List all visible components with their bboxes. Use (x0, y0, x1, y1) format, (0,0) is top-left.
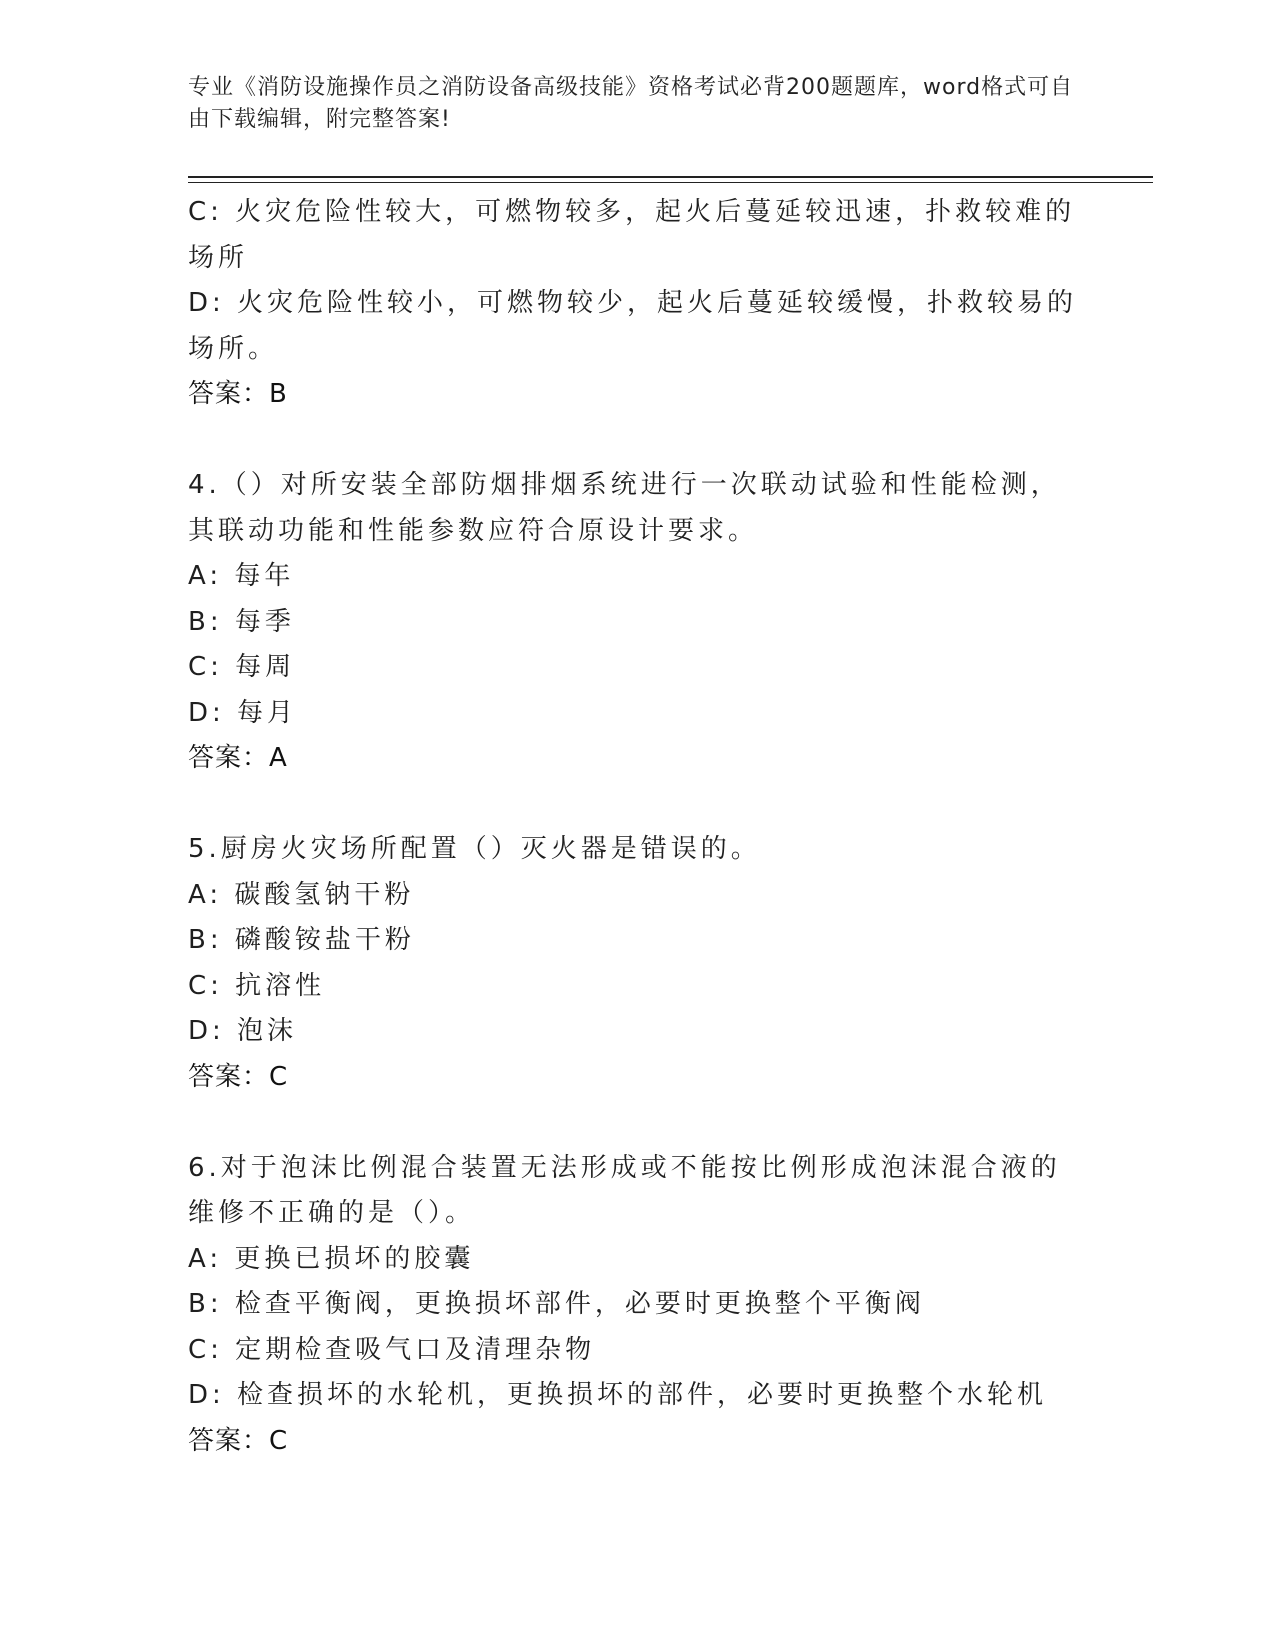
answer-line: 答案：C (188, 1061, 289, 1092)
answer-line: 答案：A (188, 743, 288, 773)
option-d: D: 泡沫 (188, 1016, 298, 1046)
question-5 (188, 827, 1088, 1100)
document-header: 专业《消防设施操作员之消防设备高级技能》资格考试必背200题题库，word格式可自由下载编辑，附完整答案! (188, 75, 1074, 132)
option-d: D: 检查损坏的水轮机，更换损坏的部件，必要时更换整个水轮机 (188, 1380, 1048, 1410)
spacer (188, 418, 1088, 464)
header-divider-thick (188, 176, 1153, 178)
option-a: A: 更换已损坏的胶囊 (188, 1243, 475, 1274)
question-6 (188, 1146, 1088, 1465)
question-content (188, 190, 1088, 1464)
question-stem: 5.厨房火灾场所配置（）灭火器是错误的。 (188, 834, 761, 864)
option-c: C: 抗溶性 (188, 970, 326, 1001)
option-c: C: 火灾危险性较大，可燃物较多，起火后蔓延较迅速，扑救较难的场所 (188, 197, 1076, 273)
option-d: D: 火灾危险性较小，可燃物较少，起火后蔓延较缓慢，扑救较易的场所。 (188, 288, 1078, 364)
option-b: B: 磷酸铵盐干粉 (188, 925, 415, 955)
option-c: C: 定期检查吸气口及清理杂物 (188, 1334, 596, 1365)
answer-line: 答案：B (188, 379, 288, 409)
option-d: D: 每月 (188, 697, 298, 728)
question-3-tail (188, 190, 1088, 418)
header-divider-thin (188, 182, 1153, 183)
spacer (188, 1100, 1088, 1146)
option-a: A: 每年 (188, 561, 295, 591)
question-4 (188, 463, 1088, 782)
option-b: B: 每季 (188, 606, 295, 637)
option-b: B: 检查平衡阀，更换损坏部件，必要时更换整个平衡阀 (188, 1289, 925, 1319)
option-c: C: 每周 (188, 652, 296, 682)
question-stem: 6.对于泡沫比例混合装置无法形成或不能按比例形成泡沫混合液的维修不正确的是（）。 (188, 1152, 1061, 1228)
question-stem: 4.（）对所安装全部防烟排烟系统进行一次联动试验和性能检测，其联动功能和性能参数应符合原设计要求。 (188, 470, 1061, 546)
option-a: A: 碳酸氢钠干粉 (188, 879, 415, 910)
spacer (188, 782, 1088, 828)
answer-line: 答案：C (188, 1425, 289, 1456)
